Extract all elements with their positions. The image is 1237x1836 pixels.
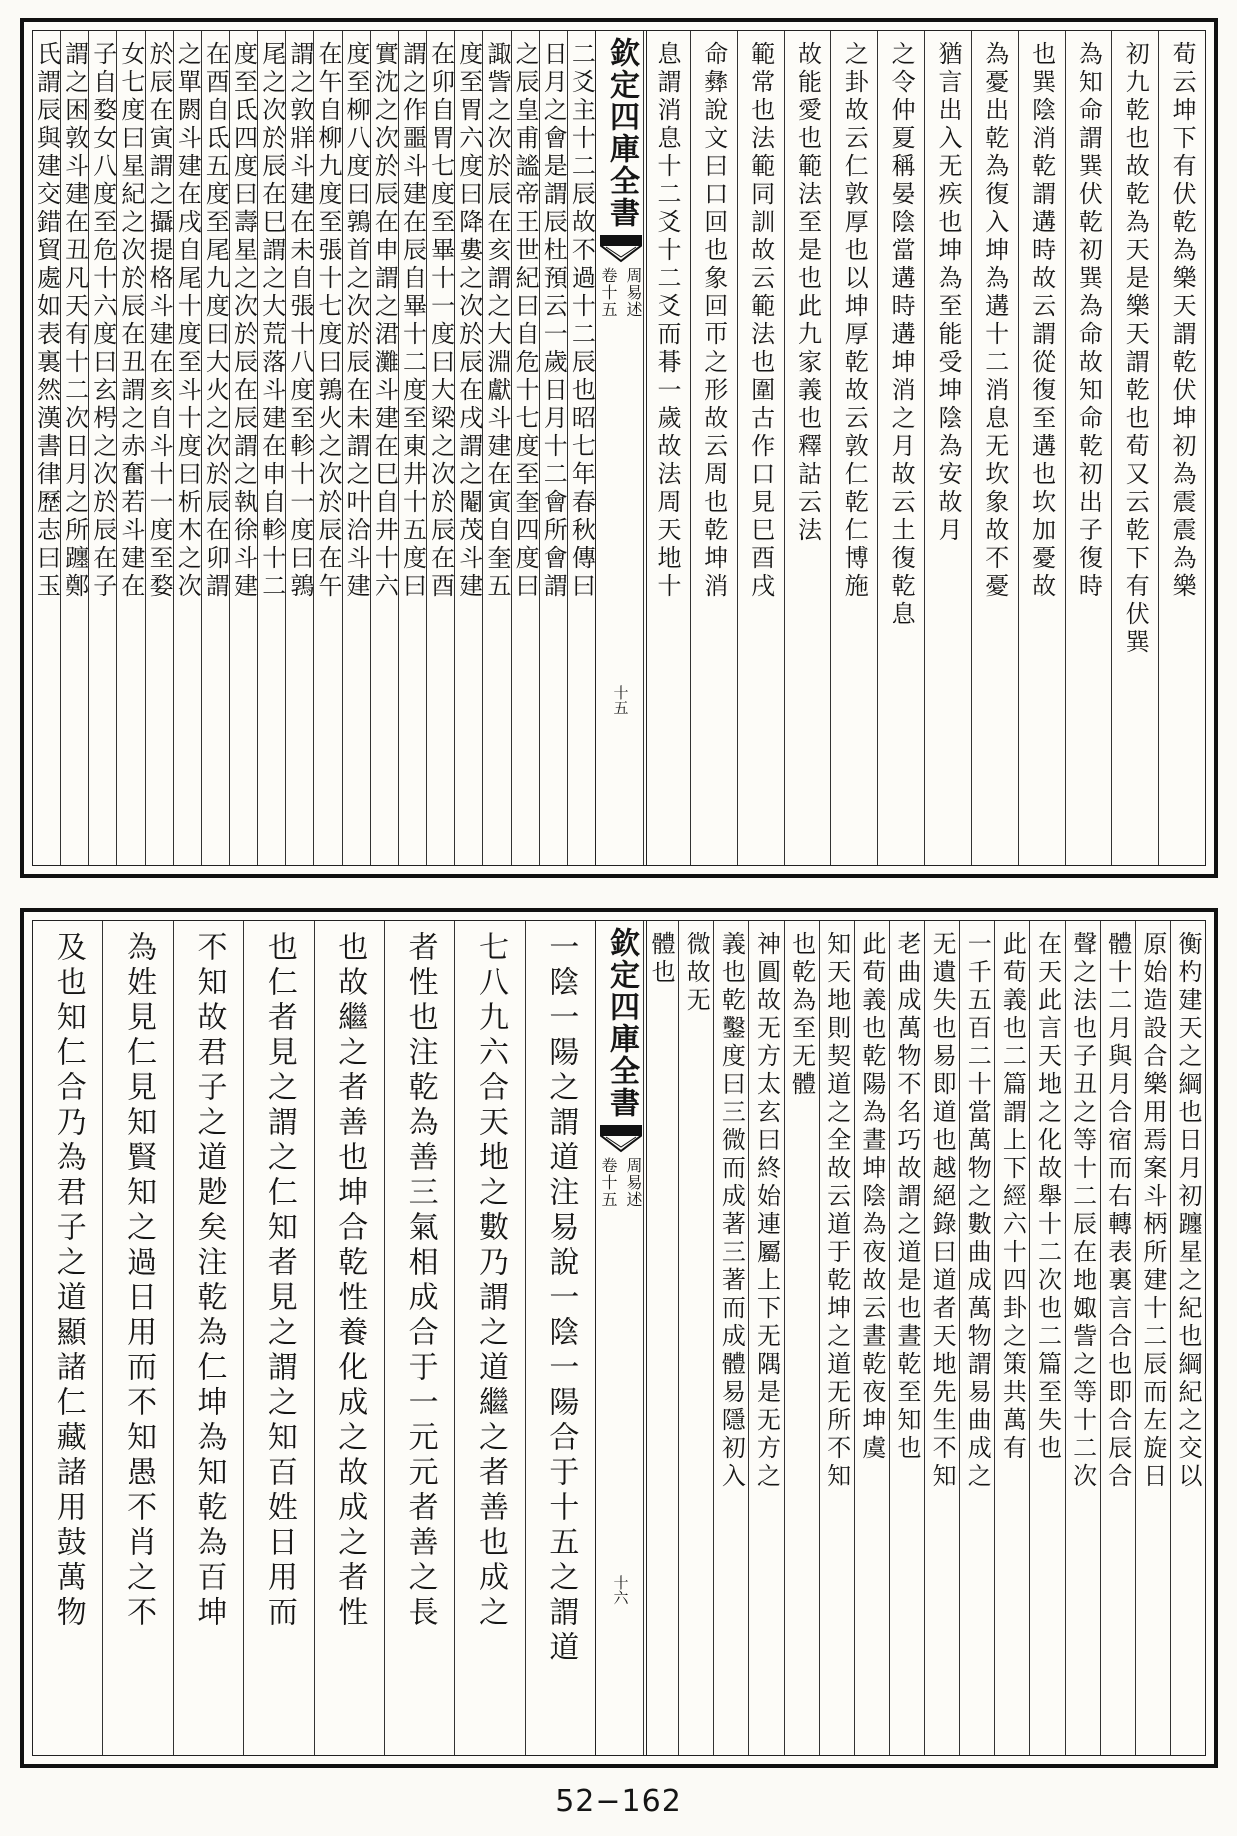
text-column	[173, 31, 201, 865]
column-text: 微故无	[682, 931, 711, 1015]
text-column	[784, 921, 819, 1755]
text-column	[690, 31, 737, 865]
text-column	[830, 31, 877, 865]
text-column	[1111, 31, 1158, 865]
column-text: 不知故君子之道尟矣注乾為仁坤為知乾為百坤	[191, 931, 227, 1631]
text-column	[201, 31, 229, 865]
column-text: 子自婺女八度至危十六度曰玄枵之次於辰在子	[88, 41, 117, 601]
text-column	[1065, 921, 1100, 1755]
text-column	[229, 31, 257, 865]
column-text: 謂之敦牂斗建在未自張十八度至軫十一度曰鶉	[285, 41, 314, 601]
bottom-left-text-block	[33, 921, 595, 1755]
column-text: 也乾為至无體	[787, 931, 816, 1099]
text-column	[257, 31, 285, 865]
column-text: 故能愛也範法至是也此九家義也釋詁云法	[793, 41, 822, 545]
text-column	[60, 31, 88, 865]
bottom-center-margin	[595, 921, 647, 1755]
column-text: 在卯自胃七度至畢十一度曰大梁之次於辰在酉	[426, 41, 455, 601]
text-column	[889, 921, 924, 1755]
text-column	[959, 921, 994, 1755]
top-page	[20, 18, 1218, 878]
top-page-frame	[32, 30, 1206, 866]
column-text: 為姓見仁見知賢知之過日用而不知愚不肖之不	[121, 931, 157, 1631]
column-text: 及也知仁合乃為君子之道顯諸仁藏諸用鼓萬物	[50, 931, 86, 1631]
text-column	[678, 921, 713, 1755]
column-text: 為憂出乾為復入坤為遘十二消息无坎象故不憂	[980, 41, 1009, 601]
column-text: 之卦故云仁敦厚也以坤厚乾故云敦仁乾仁博施	[840, 41, 869, 601]
column-text: 七八九六合天地之數乃謂之道繼之者善也成之	[472, 931, 508, 1631]
column-text: 義也乾鑿度曰三微而成著三著而成體易隱初入	[717, 931, 746, 1491]
text-column	[33, 31, 60, 865]
column-text: 度至氐四度曰壽星之次於辰在辰謂之執徐斗建	[229, 41, 258, 601]
column-text: 也故繼之者善也坤合乾性養化成之故成之者性	[332, 931, 368, 1631]
text-column	[482, 31, 510, 865]
column-text: 初九乾也故乾為天是樂天謂乾也荀又云乾下有伏巽	[1121, 41, 1150, 657]
text-column	[145, 31, 173, 865]
text-column	[116, 31, 144, 865]
fish-tail-ornament-icon	[600, 235, 642, 263]
text-column	[511, 31, 539, 865]
column-text: 之令仲夏稱晏陰當遘時遘坤消之月故云土復乾息	[887, 41, 916, 629]
column-text: 一千五百二十當萬物之數曲成萬物謂易曲成之	[963, 931, 992, 1491]
text-column	[971, 31, 1018, 865]
column-text: 聲之法也子丑之等十二辰在地娵訾之等十二次	[1068, 931, 1097, 1491]
column-text: 度至柳八度曰鶉首之次於辰在未謂之叶洽斗建	[342, 41, 370, 601]
column-text: 日月之會是謂辰杜預云一歲日月十二會所會謂	[539, 41, 567, 601]
column-text: 尾之次於辰在巳謂之大荒落斗建在申自軫十二	[257, 41, 286, 601]
text-column	[924, 921, 959, 1755]
column-text: 二爻主十二辰故不過十二辰也昭七年春秋傳曰	[567, 41, 595, 601]
column-text: 度至胃六度曰降婁之次於辰在戌謂之閹茂斗建	[454, 41, 483, 601]
column-text: 在天此言天地之化故舉十二次也二篇至失也	[1033, 931, 1062, 1463]
page-number: 52−162	[555, 1784, 682, 1819]
column-text: 女七度曰星紀之次於辰在丑謂之赤奮若斗建在	[116, 41, 145, 601]
column-text: 諏訾之次於辰在亥謂之大淵獻斗建在寅自奎五	[482, 41, 511, 601]
text-column	[1158, 31, 1205, 865]
text-column	[1029, 921, 1064, 1755]
text-column	[384, 921, 454, 1755]
column-text: 之辰皇甫謐帝王世紀曰自危十七度至奎四度曰	[511, 41, 539, 601]
text-column	[33, 921, 102, 1755]
top-book-title: 周易述	[624, 267, 643, 318]
text-column	[313, 31, 341, 865]
column-text: 荀云坤下有伏乾為樂天謂乾伏坤初為震震為樂	[1168, 41, 1197, 601]
bottom-header-title: 欽定四庫全書	[599, 927, 643, 1119]
bottom-folio: 十六	[611, 1575, 630, 1605]
top-chapter-label	[597, 267, 645, 318]
text-column	[314, 921, 384, 1755]
text-column	[748, 921, 783, 1755]
column-text: 知天地則契道之全故云道于乾坤之道无所不知	[822, 931, 851, 1491]
column-text: 猶言出入无疾也坤為至能受坤陰為安故月	[933, 41, 962, 545]
column-text: 也仁者見之謂之仁知者見之謂之知百姓日用而	[261, 931, 297, 1631]
text-column	[1018, 31, 1065, 865]
top-header-title: 欽定四庫全書	[599, 37, 643, 229]
text-column	[398, 31, 426, 865]
text-column	[737, 31, 784, 865]
text-column	[102, 921, 172, 1755]
text-column	[1170, 921, 1205, 1755]
text-column	[426, 31, 454, 865]
column-text: 此荀義也二篇謂上下經六十四卦之策共萬有	[998, 931, 1027, 1463]
bottom-page	[20, 908, 1218, 1768]
column-text: 一陰一陽之謂道注易說一陰一陽合于十五之謂道	[543, 931, 579, 1666]
text-column	[643, 31, 690, 865]
top-chapter: 卷十五	[599, 267, 618, 318]
column-text: 神圓故无方太玄曰終始連屬上下无隅是无方之	[752, 931, 781, 1491]
bottom-right-text-block	[643, 921, 1205, 1755]
column-text: 氏謂辰與建交錯貿處如表裏然漢書律歷志曰玉	[32, 41, 61, 601]
text-column	[1100, 921, 1135, 1755]
text-column	[854, 921, 889, 1755]
text-column	[877, 31, 924, 865]
top-left-text-block	[33, 31, 595, 865]
column-text: 衡杓建天之綱也日月初躔星之紀也綱紀之交以	[1173, 931, 1202, 1491]
column-text: 範常也法範同訓故云範法也圍古作口見巳酉戌	[746, 41, 775, 601]
column-text: 无遺失也易即道也越絕錄曰道者天地先生不知	[928, 931, 957, 1491]
text-column	[924, 31, 971, 865]
text-column	[819, 921, 854, 1755]
column-text: 息謂消息十二爻十二爻而朞一歲故法周天地十	[652, 41, 681, 601]
column-text: 體也	[647, 931, 676, 987]
text-column	[643, 921, 678, 1755]
text-column	[784, 31, 831, 865]
top-folio: 十五	[611, 685, 630, 715]
text-column	[567, 31, 595, 865]
column-text: 謂之困敦斗建在丑凡天有十二次日月之所躔鄭	[60, 41, 89, 601]
text-column	[1135, 921, 1170, 1755]
column-text: 在酉自氐五度至尾九度曰大火之次於辰在卯謂	[201, 41, 229, 601]
text-column	[525, 921, 595, 1755]
text-column	[342, 31, 370, 865]
column-text: 為知命謂巽伏乾初巽為命故知命乾初出子復時	[1074, 41, 1103, 601]
text-column	[713, 921, 748, 1755]
column-text: 於辰在寅謂之攝提格斗建在亥自斗十一度至婺	[145, 41, 173, 601]
text-column	[454, 921, 524, 1755]
column-text: 命彝說文曰口回也象回帀之形故云周也乾坤消	[699, 41, 728, 601]
bottom-page-frame	[32, 920, 1206, 1756]
bottom-chapter-label	[597, 1157, 645, 1208]
top-center-margin	[595, 31, 647, 865]
bottom-book-title: 周易述	[624, 1157, 643, 1208]
column-text: 者性也注乾為善三氣相成合于一元元者善之長	[402, 931, 438, 1631]
text-column	[454, 31, 482, 865]
text-column	[1065, 31, 1112, 865]
column-text: 體十二月與月合宿而右轉表裏言合也即合辰合	[1103, 931, 1132, 1491]
top-right-text-block	[643, 31, 1205, 865]
column-text: 也巽陰消乾謂遘時故云謂從復至遘也坎加憂故	[1027, 41, 1056, 601]
column-text: 老曲成萬物不名巧故謂之道是也晝乾至知也	[892, 931, 921, 1463]
text-column	[173, 921, 243, 1755]
column-text: 謂之作噩斗建在辰自畢十二度至東井十五度曰	[398, 41, 427, 601]
text-column	[88, 31, 116, 865]
text-column	[370, 31, 398, 865]
text-column	[243, 921, 313, 1755]
column-text: 實沈之次於辰在申謂之涒灘斗建在巳自井十六	[370, 41, 398, 601]
fish-tail-ornament-icon	[600, 1125, 642, 1153]
column-text: 之單閼斗建在戌自尾十度至斗十度曰析木之次	[173, 41, 201, 601]
column-text: 此荀義也乾陽為晝坤陰為夜故云晝乾夜坤虞	[857, 931, 886, 1463]
column-text: 原始造設合樂用焉案斗柄所建十二辰而左旋日	[1138, 931, 1167, 1491]
text-column	[539, 31, 567, 865]
text-column	[994, 921, 1029, 1755]
text-column	[285, 31, 313, 865]
bottom-chapter: 卷十五	[599, 1157, 618, 1208]
column-text: 在午自柳九度至張十七度曰鶉火之次於辰在午	[314, 41, 342, 601]
